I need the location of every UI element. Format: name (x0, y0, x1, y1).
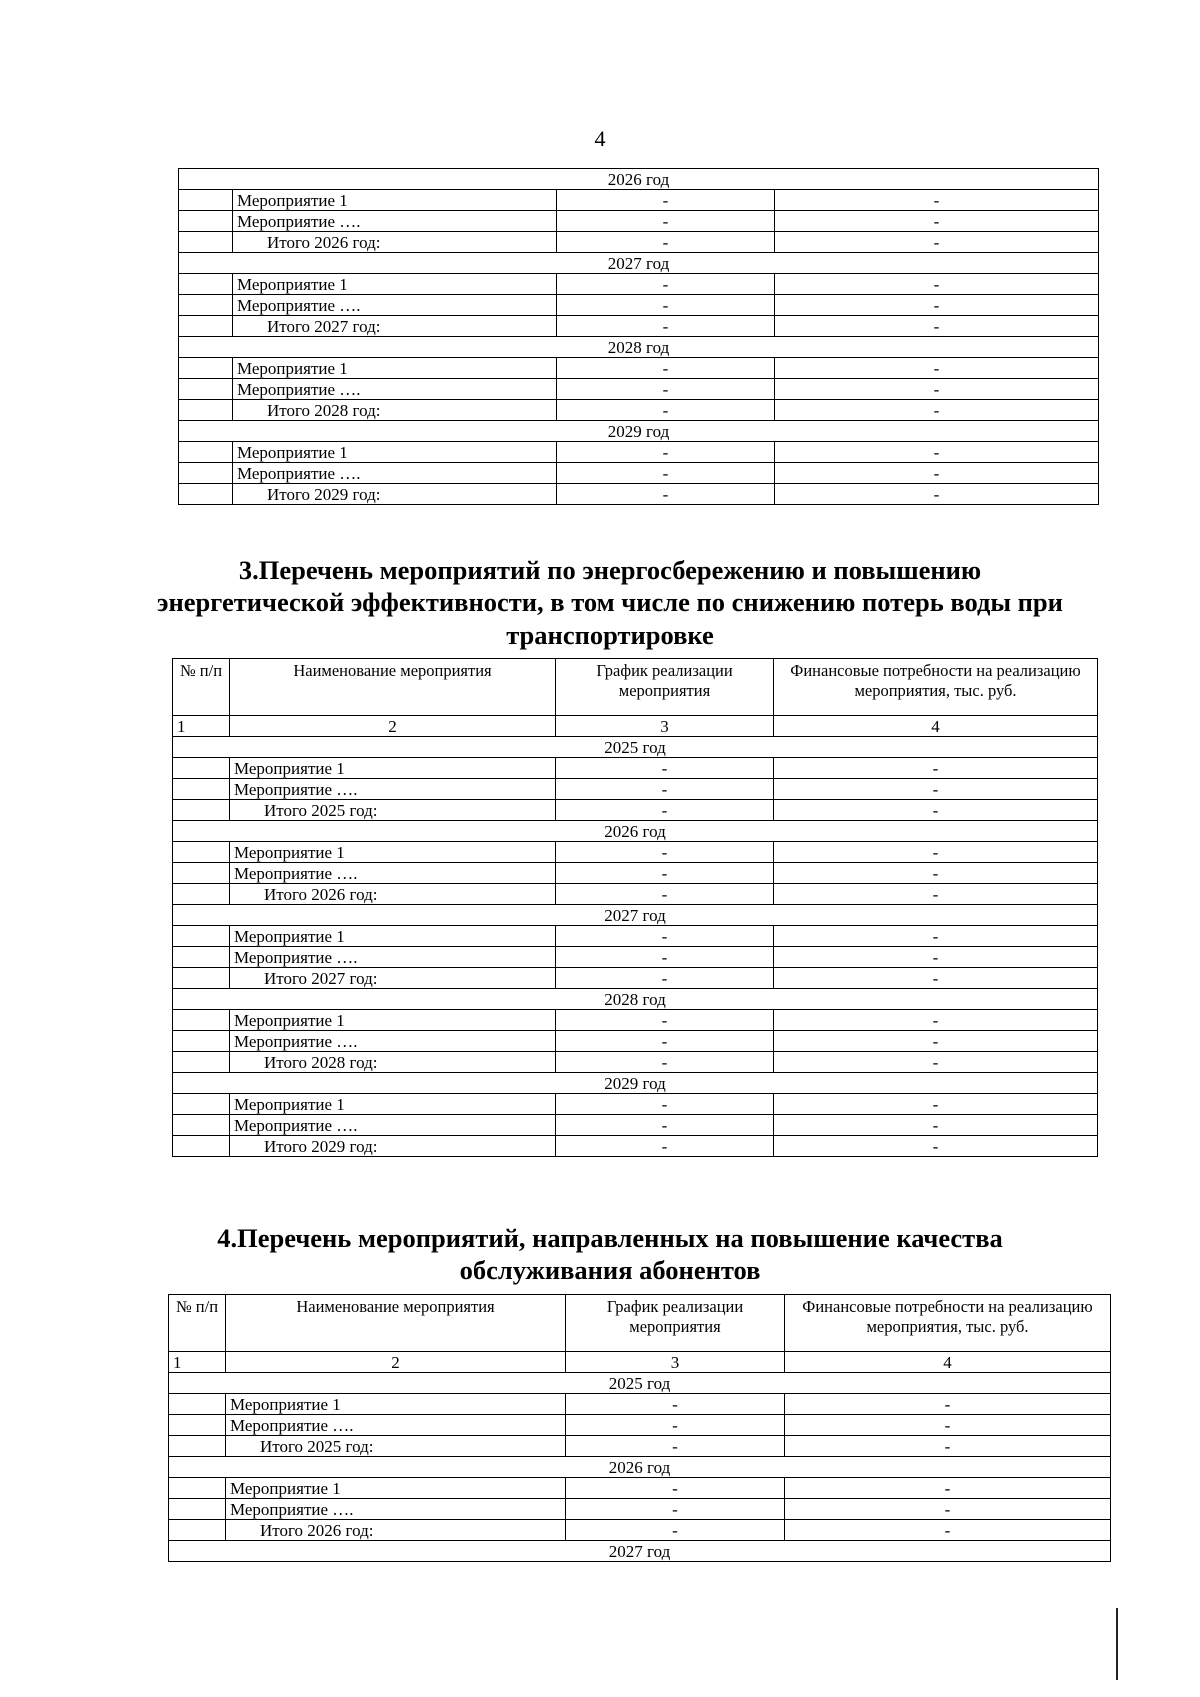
measure-name: Мероприятие …. (226, 1415, 566, 1436)
section-3-heading-line: энергетической эффективности, в том числе по снижению потерь воды при (157, 587, 1063, 618)
schedule-value: - (556, 1094, 774, 1115)
finance-value: - (775, 400, 1099, 421)
finance-value: - (774, 758, 1098, 779)
schedule-value: - (557, 442, 775, 463)
schedule-value: - (556, 1010, 774, 1031)
total-row (169, 1436, 1111, 1457)
table-row (179, 295, 1099, 316)
schedule-value: - (556, 884, 774, 905)
number-cell (173, 863, 230, 884)
year-label: 2026 год (169, 1457, 1111, 1478)
measure-name: Итого 2028 год: (233, 400, 557, 421)
name-header: Наименование мероприятия (230, 659, 556, 716)
number-cell (173, 947, 230, 968)
schedule-value: - (556, 1136, 774, 1157)
table-row (169, 1478, 1111, 1499)
finance-value: - (774, 1115, 1098, 1136)
table-row (179, 442, 1099, 463)
table-row (169, 1394, 1111, 1415)
schedule-header: График реализации мероприятия (556, 659, 774, 716)
finance-value: - (774, 1010, 1098, 1031)
year-label: 2025 год (169, 1373, 1111, 1394)
number-cell (173, 842, 230, 863)
finance-value: - (774, 1031, 1098, 1052)
year-label: 2027 год (173, 905, 1098, 926)
column-number: 3 (556, 716, 774, 737)
measure-name: Итого 2027 год: (230, 968, 556, 989)
table-row (173, 1115, 1098, 1136)
table-row (173, 1031, 1098, 1052)
schedule-value: - (556, 800, 774, 821)
table-row (173, 1010, 1098, 1031)
table-row (179, 274, 1099, 295)
scan-edge-mark (1116, 1608, 1118, 1680)
finance-value: - (775, 379, 1099, 400)
schedule-value: - (557, 379, 775, 400)
measure-name: Мероприятие 1 (233, 358, 557, 379)
finance-value: - (775, 316, 1099, 337)
schedule-value: - (557, 211, 775, 232)
number-cell (179, 295, 233, 316)
number-header: № п/п (169, 1295, 226, 1352)
finance-header: Финансовые потребности на реализацию мероприятия, тыс. руб. (785, 1295, 1111, 1352)
schedule-value: - (566, 1436, 785, 1457)
finance-value: - (774, 947, 1098, 968)
total-row (173, 800, 1098, 821)
section-4-heading-line: обслуживания абонентов (459, 1255, 761, 1286)
table-row (169, 1415, 1111, 1436)
section-3-heading (140, 554, 1080, 651)
section-4-heading (140, 1222, 1080, 1287)
table-row (179, 211, 1099, 232)
schedule-value: - (556, 1115, 774, 1136)
total-row (179, 232, 1099, 253)
year-row (179, 169, 1099, 190)
table-row (173, 779, 1098, 800)
number-cell (173, 1136, 230, 1157)
table-row (179, 190, 1099, 211)
column-number: 1 (173, 716, 230, 737)
total-row (173, 1052, 1098, 1073)
section-3-heading-line: 3.Перечень мероприятий по энергосбережению и повышению (238, 555, 982, 585)
schedule-value: - (556, 1031, 774, 1052)
year-label: 2027 год (169, 1541, 1111, 1562)
section-4-heading-line: 4.Перечень мероприятий, направленных на повышение качества (217, 1223, 1003, 1253)
finance-value: - (775, 274, 1099, 295)
schedule-value: - (556, 863, 774, 884)
column-number-row (169, 1352, 1111, 1373)
measure-name: Мероприятие …. (230, 1031, 556, 1052)
table-row (179, 379, 1099, 400)
finance-value: - (785, 1394, 1111, 1415)
number-cell (179, 190, 233, 211)
table-row (173, 758, 1098, 779)
measure-name: Мероприятие …. (233, 379, 557, 400)
schedule-value: - (557, 274, 775, 295)
measure-name: Мероприятие 1 (230, 1094, 556, 1115)
table-row (173, 842, 1098, 863)
schedule-value: - (566, 1415, 785, 1436)
number-cell (173, 884, 230, 905)
measure-name: Мероприятие …. (230, 779, 556, 800)
finance-value: - (775, 442, 1099, 463)
measure-name: Итого 2029 год: (233, 484, 557, 505)
schedule-value: - (556, 1052, 774, 1073)
year-row (169, 1373, 1111, 1394)
measure-name: Мероприятие …. (230, 1115, 556, 1136)
measure-name: Итого 2026 год: (233, 232, 557, 253)
energy-saving-measures-table (172, 658, 1098, 1157)
total-row (169, 1520, 1111, 1541)
schedule-value: - (566, 1499, 785, 1520)
number-cell (179, 400, 233, 421)
measure-name: Мероприятие 1 (233, 190, 557, 211)
schedule-value: - (566, 1394, 785, 1415)
measure-name: Мероприятие …. (230, 863, 556, 884)
number-cell (173, 1031, 230, 1052)
number-cell (179, 442, 233, 463)
schedule-value: - (566, 1478, 785, 1499)
column-number-row (173, 716, 1098, 737)
finance-value: - (775, 463, 1099, 484)
measure-name: Итого 2025 год: (230, 800, 556, 821)
table-row (173, 1094, 1098, 1115)
number-cell (169, 1436, 226, 1457)
table-row (169, 1499, 1111, 1520)
year-label: 2026 год (173, 821, 1098, 842)
year-label: 2029 год (173, 1073, 1098, 1094)
measure-name: Мероприятие …. (233, 295, 557, 316)
finance-value: - (774, 800, 1098, 821)
table-row (179, 358, 1099, 379)
measure-name: Итого 2025 год: (226, 1436, 566, 1457)
column-number: 4 (774, 716, 1098, 737)
column-number: 4 (785, 1352, 1111, 1373)
schedule-value: - (557, 484, 775, 505)
finance-value: - (774, 1094, 1098, 1115)
measure-name: Итого 2028 год: (230, 1052, 556, 1073)
number-cell (169, 1394, 226, 1415)
column-number: 3 (566, 1352, 785, 1373)
schedule-value: - (556, 947, 774, 968)
number-cell (179, 358, 233, 379)
number-cell (169, 1520, 226, 1541)
number-cell (173, 779, 230, 800)
table-header-row (169, 1295, 1111, 1352)
number-cell (179, 316, 233, 337)
finance-value: - (785, 1499, 1111, 1520)
number-cell (179, 484, 233, 505)
schedule-value: - (556, 926, 774, 947)
finance-value: - (785, 1478, 1111, 1499)
measure-name: Мероприятие …. (230, 947, 556, 968)
finance-value: - (774, 779, 1098, 800)
table-header-row (173, 659, 1098, 716)
year-row (173, 1073, 1098, 1094)
year-row (173, 821, 1098, 842)
number-cell (169, 1499, 226, 1520)
finance-value: - (774, 842, 1098, 863)
finance-value: - (775, 232, 1099, 253)
finance-value: - (785, 1415, 1111, 1436)
measure-name: Мероприятие 1 (233, 274, 557, 295)
number-cell (173, 800, 230, 821)
table-row (173, 947, 1098, 968)
finance-value: - (775, 358, 1099, 379)
column-number: 1 (169, 1352, 226, 1373)
schedule-value: - (557, 358, 775, 379)
number-cell (173, 926, 230, 947)
year-label: 2028 год (179, 337, 1099, 358)
number-cell (173, 758, 230, 779)
schedule-value: - (556, 758, 774, 779)
finance-value: - (774, 1136, 1098, 1157)
measure-name: Итого 2029 год: (230, 1136, 556, 1157)
measure-name: Мероприятие …. (226, 1499, 566, 1520)
total-row (173, 884, 1098, 905)
measure-name: Мероприятие 1 (226, 1394, 566, 1415)
total-row (173, 968, 1098, 989)
schedule-value: - (557, 463, 775, 484)
table-row (173, 926, 1098, 947)
table-row (173, 863, 1098, 884)
year-row (179, 337, 1099, 358)
table-row (179, 463, 1099, 484)
measure-name: Мероприятие …. (233, 211, 557, 232)
number-cell (179, 379, 233, 400)
number-cell (173, 1094, 230, 1115)
schedule-value: - (557, 295, 775, 316)
measure-name: Мероприятие 1 (233, 442, 557, 463)
measure-name: Мероприятие 1 (230, 842, 556, 863)
finance-value: - (774, 926, 1098, 947)
year-row (173, 989, 1098, 1010)
finance-value: - (774, 1052, 1098, 1073)
year-label: 2028 год (173, 989, 1098, 1010)
finance-header: Финансовые потребности на реализацию мероприятия, тыс. руб. (774, 659, 1098, 716)
name-header: Наименование мероприятия (226, 1295, 566, 1352)
number-cell (173, 1052, 230, 1073)
number-header: № п/п (173, 659, 230, 716)
schedule-value: - (557, 400, 775, 421)
total-row (179, 484, 1099, 505)
number-cell (179, 274, 233, 295)
year-label: 2029 год (179, 421, 1099, 442)
finance-value: - (775, 295, 1099, 316)
number-cell (173, 968, 230, 989)
measure-name: Мероприятие 1 (230, 1010, 556, 1031)
column-number: 2 (230, 716, 556, 737)
year-row (169, 1457, 1111, 1478)
measures-table-continued (178, 168, 1099, 505)
number-cell (173, 1115, 230, 1136)
schedule-value: - (556, 842, 774, 863)
total-row (173, 1136, 1098, 1157)
number-cell (169, 1478, 226, 1499)
column-number: 2 (226, 1352, 566, 1373)
schedule-value: - (557, 316, 775, 337)
finance-value: - (775, 190, 1099, 211)
number-cell (179, 232, 233, 253)
schedule-value: - (557, 232, 775, 253)
year-label: 2025 год (173, 737, 1098, 758)
number-cell (169, 1415, 226, 1436)
schedule-value: - (556, 779, 774, 800)
finance-value: - (774, 968, 1098, 989)
finance-value: - (774, 863, 1098, 884)
number-cell (173, 1010, 230, 1031)
schedule-value: - (566, 1520, 785, 1541)
total-row (179, 316, 1099, 337)
year-row (173, 905, 1098, 926)
measure-name: Мероприятие 1 (230, 926, 556, 947)
number-cell (179, 211, 233, 232)
year-label: 2026 год (179, 169, 1099, 190)
finance-value: - (774, 884, 1098, 905)
total-row (179, 400, 1099, 421)
schedule-value: - (557, 190, 775, 211)
section-3-heading-line: транспортировке (506, 619, 714, 650)
year-label: 2027 год (179, 253, 1099, 274)
year-row (169, 1541, 1111, 1562)
measure-name: Итого 2027 год: (233, 316, 557, 337)
finance-value: - (775, 211, 1099, 232)
year-row (179, 421, 1099, 442)
year-row (179, 253, 1099, 274)
schedule-value: - (556, 968, 774, 989)
measure-name: Мероприятие …. (233, 463, 557, 484)
year-row (173, 737, 1098, 758)
page-number: 4 (594, 126, 606, 151)
schedule-header: График реализации мероприятия (566, 1295, 785, 1352)
finance-value: - (775, 484, 1099, 505)
finance-value: - (785, 1436, 1111, 1457)
measure-name: Мероприятие 1 (226, 1478, 566, 1499)
customer-service-measures-table (168, 1294, 1111, 1562)
measure-name: Итого 2026 год: (230, 884, 556, 905)
number-cell (179, 463, 233, 484)
measure-name: Итого 2026 год: (226, 1520, 566, 1541)
finance-value: - (785, 1520, 1111, 1541)
measure-name: Мероприятие 1 (230, 758, 556, 779)
